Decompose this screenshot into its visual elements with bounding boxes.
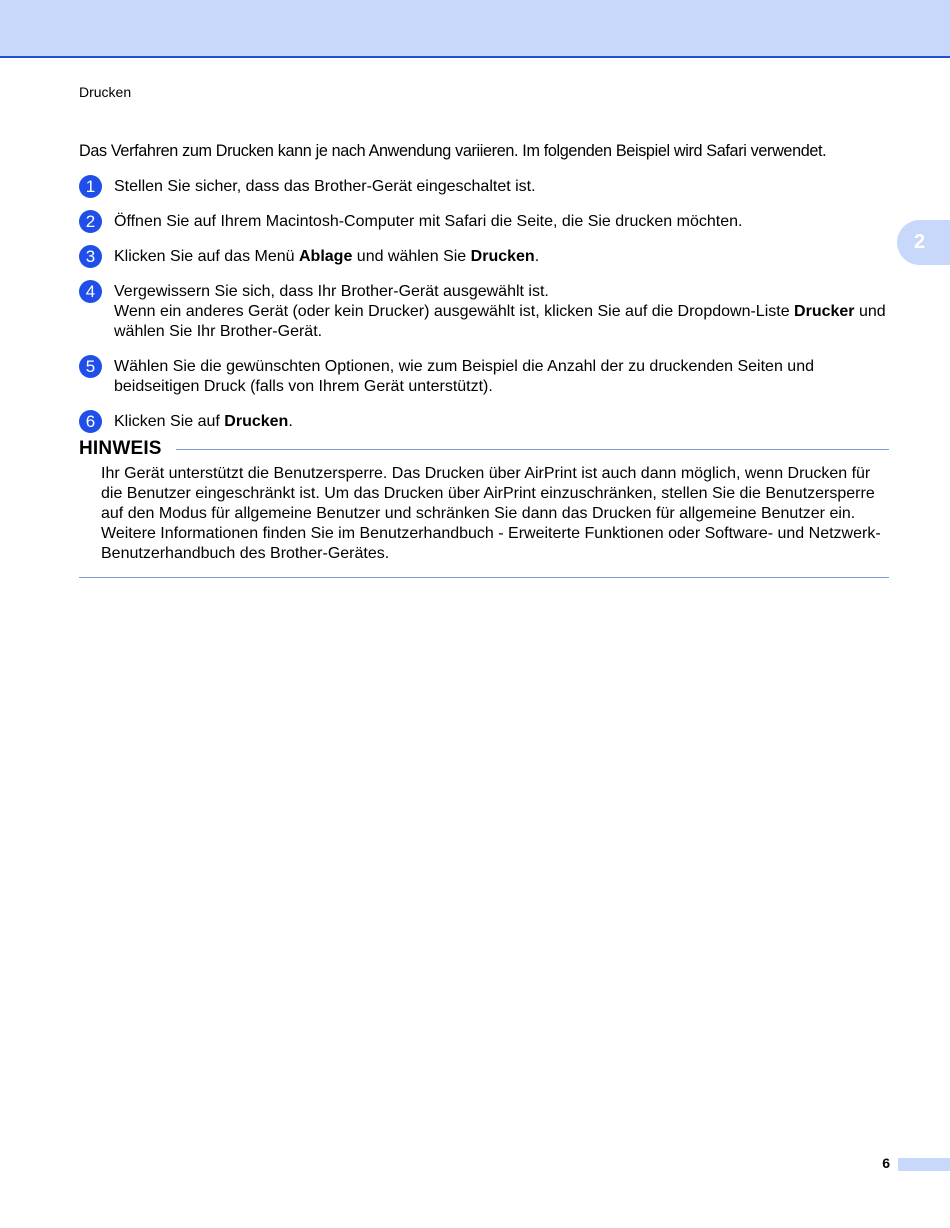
- section-title: Drucken: [79, 84, 132, 100]
- dropdown-name-drucker: Drucker: [794, 303, 855, 320]
- chapter-tab: 2: [897, 220, 950, 265]
- intro-paragraph: Das Verfahren zum Drucken kann je nach Anwendung variieren. Im folgenden Beispiel wird Safari verwendet.: [79, 142, 827, 160]
- step-text-part: Wenn ein anderes Gerät (oder kein Drucker) ausgewählt ist, klicken Sie auf die Dropdown-Liste: [114, 303, 795, 320]
- step-5: [79, 357, 889, 397]
- step-4: [79, 282, 889, 342]
- step-text: [114, 282, 889, 342]
- menu-name-ablage: Ablage: [299, 248, 353, 265]
- menu-item-drucken: Drucken: [470, 248, 535, 265]
- step-text: Stellen Sie sicher, dass das Brother-Gerät eingeschaltet ist.: [114, 178, 536, 195]
- note-divider-bottom: [79, 577, 889, 578]
- step-text-part: und wählen Sie Ihr Brother-Gerät.: [114, 303, 886, 340]
- step-text-line: Vergewissern Sie sich, dass Ihr Brother-Gerät ausgewählt ist.: [114, 283, 549, 300]
- step-text-part: .: [534, 248, 540, 265]
- button-name-drucken: Drucken: [224, 413, 289, 430]
- step-text-part: .: [288, 413, 293, 430]
- step-number-badge: 2: [79, 210, 102, 233]
- step-number-badge: 3: [79, 245, 102, 268]
- step-text-line: [114, 302, 889, 342]
- step-number-badge: 6: [79, 410, 102, 433]
- note-body: Ihr Gerät unterstützt die Benutzersperre. Das Drucken über AirPrint ist auch dann möglich, wenn Drucken für die Benutzer eingeschränkt ist. Um das Drucken über AirPrint einzuschränken, stellen Sie die Benutzersperre auf den Modus für allgemeine Benutzer und schränken Sie dann das Drucken für allgemeine Benutzer ein. Weitere Informationen finden Sie im Benutzerhandbuch - Erweiterte Funktionen oder Software- und Netzwerk-Benutzerhandbuch des Brother-Gerätes.: [101, 465, 881, 562]
- step-text-part: Klicken Sie auf: [114, 413, 225, 430]
- step-text: Öffnen Sie auf Ihrem Macintosh-Computer mit Safari die Seite, die Sie drucken möchten.: [114, 213, 743, 230]
- step-3: [79, 247, 889, 267]
- step-2: [79, 212, 889, 232]
- step-1: [79, 177, 889, 197]
- page-number: 6: [882, 1155, 890, 1171]
- header-band: [0, 0, 950, 58]
- step-6: [79, 412, 889, 432]
- step-number-badge: 4: [79, 280, 102, 303]
- step-text: [114, 412, 889, 432]
- note-heading: HINWEIS: [79, 438, 162, 459]
- step-text-part: und wählen Sie: [352, 248, 471, 265]
- step-text: Wählen Sie die gewünschten Optionen, wie zum Beispiel die Anzahl der zu druckenden Seiten und beidseitigen Druck (falls von Ihrem Gerät unterstützt).: [114, 358, 814, 395]
- step-text: [114, 247, 889, 267]
- step-number-badge: 1: [79, 175, 102, 198]
- note-divider-top: [176, 449, 889, 450]
- step-text-part: Klicken Sie auf das Menü: [114, 248, 299, 265]
- page-number-bar: [898, 1158, 950, 1171]
- step-number-badge: 5: [79, 355, 102, 378]
